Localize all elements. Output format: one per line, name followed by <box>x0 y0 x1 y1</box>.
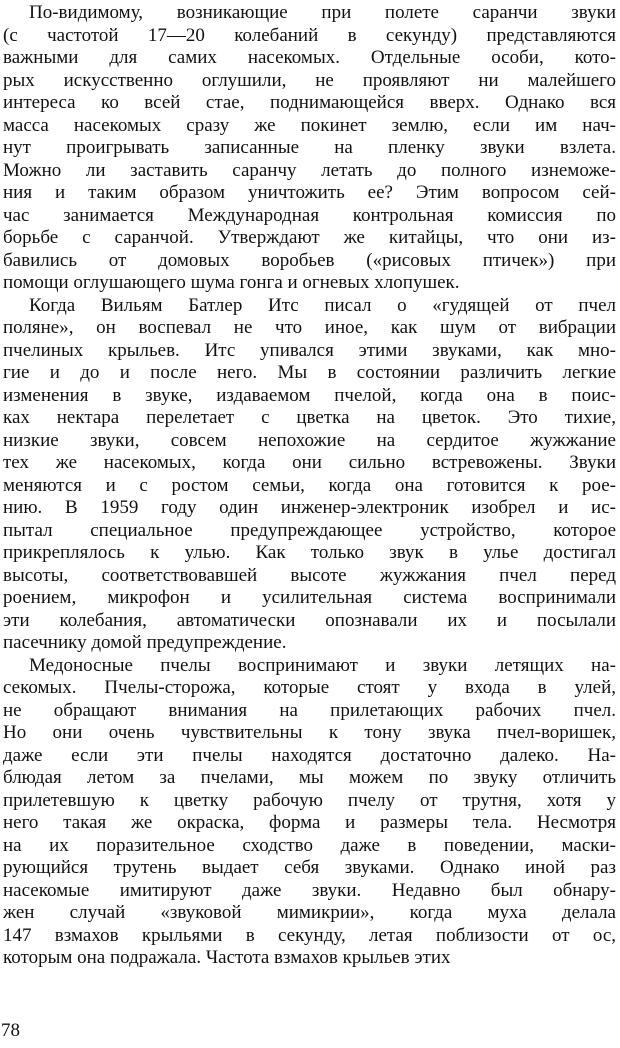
text-line: меняются и с ростом семьи, когда она готовится к рое- <box>3 474 616 496</box>
text-line: (с частотой 17—20 колебаний в секунду) представляются <box>3 24 616 46</box>
text-line: нут проигрывать записанные на пленку звуки взлета. <box>3 137 616 158</box>
text-line: прикреплялось к улью. Как только звук в улье достигал <box>3 542 616 563</box>
text-line: высоты, соответствовавшей высоте жужжания пчел перед <box>3 564 616 586</box>
text-line: пытал специальное предупреждающее устройство, которое <box>3 519 616 541</box>
page-number: 78 <box>1 1020 20 1041</box>
text-line: роением, микрофон и усилительная система воспринимали <box>3 587 616 608</box>
text-line: Медоносные пчелы воспринимают и звуки летящих на- <box>29 654 616 676</box>
text-line: Но они очень чувствительны к тону звука пчел-воришек, <box>3 722 616 743</box>
text-line: Когда Вильям Батлер Итс писал о «гудящей от пчел <box>29 294 616 316</box>
text-line: час занимается Международная контрольная комиссия по <box>3 204 616 226</box>
text-line: тех же насекомых, когда они сильно встревожены. Звуки <box>3 452 616 473</box>
text-line: По-видимому, возникающие при полете саранчи звуки <box>29 2 616 23</box>
text-line: которым она подражала. Частота взмахов крыльев этих <box>3 947 451 968</box>
text-line: помощи оглушающего шума гонга и огневых хлопушек. <box>3 272 460 293</box>
text-line: изменения в звуке, издаваемом пчелой, когда она в поис- <box>3 384 616 406</box>
text-line: гие и до и после него. Мы в состоянии различить легкие <box>3 362 616 383</box>
text-line: даже если эти пчелы находятся достаточно далеко. На- <box>3 744 616 766</box>
text-line: Можно ли заставить саранчу летать до полного изнеможе- <box>3 159 616 181</box>
text-line: рых искусственно оглушили, не проявляют ни малейшего <box>3 69 616 91</box>
text-line: низкие звуки, совсем непохожие на сердитое жужжание <box>3 429 616 451</box>
text-line: на их поразительное сходство даже в поведении, маски- <box>3 834 616 856</box>
paragraph <box>3 295 616 655</box>
text-line: рующийся трутень выдает себя звуками. Однако иной раз <box>3 857 616 878</box>
text-line: ния и таким образом уничтожить ее? Этим вопросом сей- <box>3 182 616 203</box>
text-line: нию. В 1959 году один инженер-электроник изобрел и ис- <box>3 497 616 518</box>
text-line: 147 взмахов крыльями в секунду, летая поблизости от ос, <box>3 924 616 946</box>
text-line: прилетевшую к цветку рабочую пчелу от трутня, хотя у <box>3 789 616 811</box>
text-line: насекомые имитируют даже звуки. Недавно был обнару- <box>3 879 616 901</box>
text-line: поляне», он воспевал не что иное, как шум от вибрации <box>3 317 616 338</box>
text-line: него такая же окраска, форма и размеры тела. Несмотря <box>3 812 616 833</box>
text-line: эти колебания, автоматически опознавали их и посылали <box>3 609 616 631</box>
text-line: борьбе с саранчой. Утверждают же китайцы, что они из- <box>3 227 616 248</box>
text-line: не обращают внимания на прилетающих рабочих пчел. <box>3 699 616 721</box>
text-line: важными для самих насекомых. Отдельные особи, кото- <box>3 47 616 68</box>
text-line: пчелиных крыльев. Итс упивался этими звуками, как мно- <box>3 339 616 361</box>
body-text <box>3 2 616 970</box>
text-line: ках нектара перелетает с цветка на цветок. Это тихие, <box>3 407 616 428</box>
text-line: секомых. Пчелы-сторожа, которые стоят у входа в улей, <box>3 677 616 698</box>
paragraph <box>3 655 616 970</box>
text-line: интереса ко всей стае, поднимающейся вверх. Однако вся <box>3 92 616 113</box>
paragraph <box>3 2 616 295</box>
text-line: блюдая летом за пчелами, мы можем по звуку отличить <box>3 767 616 788</box>
text-line: масса насекомых сразу же покинет землю, если им нач- <box>3 114 616 136</box>
text-line: бавились от домовых воробьев («рисовых птичек») при <box>3 249 616 271</box>
text-line: жен случай «звуковой мимикрии», когда муха делала <box>3 902 616 923</box>
text-line: пасечнику домой предупреждение. <box>3 632 287 653</box>
